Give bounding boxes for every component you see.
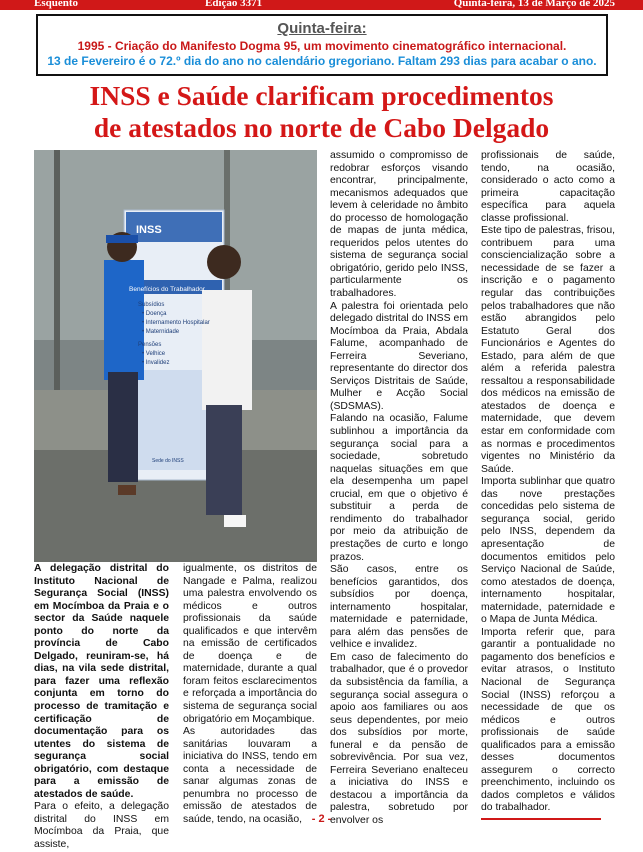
article-paragraph: Para o efeito, a delegação distrital do INSS em Mocímboa da Praia, que assiste, — [34, 801, 169, 851]
issue-date: Quinta-feira, 13 de Março de 2025 — [453, 0, 615, 9]
article-paragraph: São casos, entre os benefícios garantidos, dos subsídios por doença, internamento hospitalar, maternidade e paternidade, para além das pensões de velhice e invalidez. — [330, 564, 468, 651]
banner-pensoes: Pensões — [138, 342, 162, 348]
headline-line-1: INSS e Saúde clarificam procedimentos — [89, 80, 554, 111]
page-number: - 2 - — [311, 813, 332, 825]
banner-subsidios: Subsídios — [138, 302, 165, 308]
edition-number: Edição 3371 — [205, 0, 263, 9]
article-headline — [0, 80, 643, 144]
banner-invalidez: • Invalidez — [142, 360, 170, 366]
top-header-bar — [0, 0, 643, 10]
historical-fact: 1995 - Criação do Manifesto Dogma 95, um movimento cinematográfico internacional. — [77, 39, 567, 53]
article-column-2 — [183, 563, 317, 826]
photo-illustration — [34, 150, 317, 562]
article-column-1 — [34, 563, 169, 852]
section-name: Esquento — [34, 0, 79, 9]
article-paragraph: Em caso de falecimento do trabalhador, que é o provedor da subsistência da família, a segurança social assegura o apoio aos familiares ou aos seus dependentes, por meio dos subsídios por morte, funeral e da pensão de sobrevivência. Por sua vez, Ferreira Severiano enalteceu a iniciativa do INSS e destacou a importância da palestra, sobretudo por envolver os — [330, 651, 468, 826]
banner-sede: Sede do INSS — [152, 458, 184, 464]
banner-logo: INSS — [136, 224, 162, 236]
day-count: 13 de Fevereiro é o 72.º dia do ano no calendário gregoriano. Faltam 293 dias para acabar o ano. — [47, 54, 597, 68]
banner-title: Benefícios do Trabalhador — [129, 286, 205, 293]
article-paragraph: Este tipo de palestras, frisou, contribuem para uma consciencialização sobre a necessidade de se fazer a inscrição e o pagamento regular das contribuições pelos trabalhadores que não estão abrangidos pelo Estatuto Geral dos Funcionários e Agentes do Estado, para além de que além a referida palestra ressaltou a responsabilidade dos médicos na emissão de atestados de doença e maternidade, que devem estar em conformidade com as normas e procedimentos vigentes no Ministério da Saúde. — [481, 225, 615, 475]
article-paragraph: igualmente, os distritos de Nangade e Palma, realizou uma palestra envolvendo os médicos e outros profissionais da saúde qualificados e que intervêm na emissão de certificados de doença e de maternidade, durante a qual foram feitos esclarecimentos e reforçada a importância do sistema de segurança social obrigatório em Moçambique. — [183, 563, 317, 725]
article-paragraph: Importa sublinhar que quatro das nove prestações concedidas pelo sistema de segurança social, gerido pelo INSS, dependem da apresentação de documentos emitidos pelo Serviço Nacional de Saúde, como atestados de doença, internamento hospitalar, maternidade, paternidade e o Mapa de Junta Médica. — [481, 476, 615, 626]
banner-internamento: • Internamento Hospitalar — [142, 320, 210, 326]
weekday-title: Quinta-feira: — [277, 20, 367, 37]
headline-line-2: de atestados no norte de Cabo Delgado — [93, 112, 550, 143]
article-photo — [34, 150, 317, 562]
banner-maternidade: • Maternidade — [142, 329, 180, 335]
article-paragraph: As autoridades das sanitárias louvaram a iniciativa do INSS, tendo em conta a necessidade de sanar algumas zonas de penumbra no processo de emissão de atestados de saúde, tendo, na ocasião, — [183, 726, 317, 825]
article-lead-paragraph: A delegação distrital do Instituto Nacional de Segurança Social (INSS) em Mocímboa da Praia e o sector da Saúde naquele ponto do norte da província de Cabo Delgado, reuniram-se, há dias, na vila sede distrital, para fazer uma reflexão conjunta em torno do processo de tramitação e certificação de documentação para os utentes do sistema de segurança social obrigatório, com destaque para a emissão de atestados de saúde. — [34, 563, 169, 800]
article-column-4 — [481, 150, 615, 820]
banner-doenca: • Doença — [142, 311, 167, 317]
banner-velhice: • Velhice — [142, 351, 166, 357]
article-paragraph: A palestra foi orientada pelo delegado distrital do INSS em Mocímboa da Praia, Abdala Falume, acompanhado de Ferreira Severiano, representante do director dos Serviços Distritais de Saúde, Mulher e Acção Social (SDSMAS). — [330, 300, 468, 412]
article-paragraph: profissionais de saúde, tendo, na ocasião, considerado o acto como a primeira capacitação específica para aquela classe profissional. — [481, 150, 615, 224]
article-paragraph: Importa referir que, para garantir a pontualidade no pagamento dos benefícios e evitar atrasos, o Instituto Nacional de Segurança Social (INSS) reforçou a necessidade de que os médicos e outros profissionais de saúde qualificados para a emissão desses documentos assegurem o correcto preenchimento, incluindo os dados completos e válidos do trabalhador. — [481, 626, 615, 814]
day-info-box — [36, 14, 608, 76]
article-column-3 — [330, 150, 468, 828]
article-paragraph: assumido o compromisso de redobrar esforços visando encontrar, principalmente, mecanismos adequados que levem à celeridade no âmbito do processo de homologação de mapas de junta médica, requeridos pelos utentes do sistema de segurança social obrigatório, gerido pelo INSS, particularmente os trabalhadores. — [330, 150, 468, 300]
article-paragraph: Falando na ocasião, Falume sublinhou a importância da segurança social para a sociedade, sobretudo naquelas situações em que ela desempenha um papel crucial, em que o objetivo é substituir a perda de rendimento do trabalhador por meio da atribuição de prestações de curto e longo prazos. — [330, 413, 468, 563]
